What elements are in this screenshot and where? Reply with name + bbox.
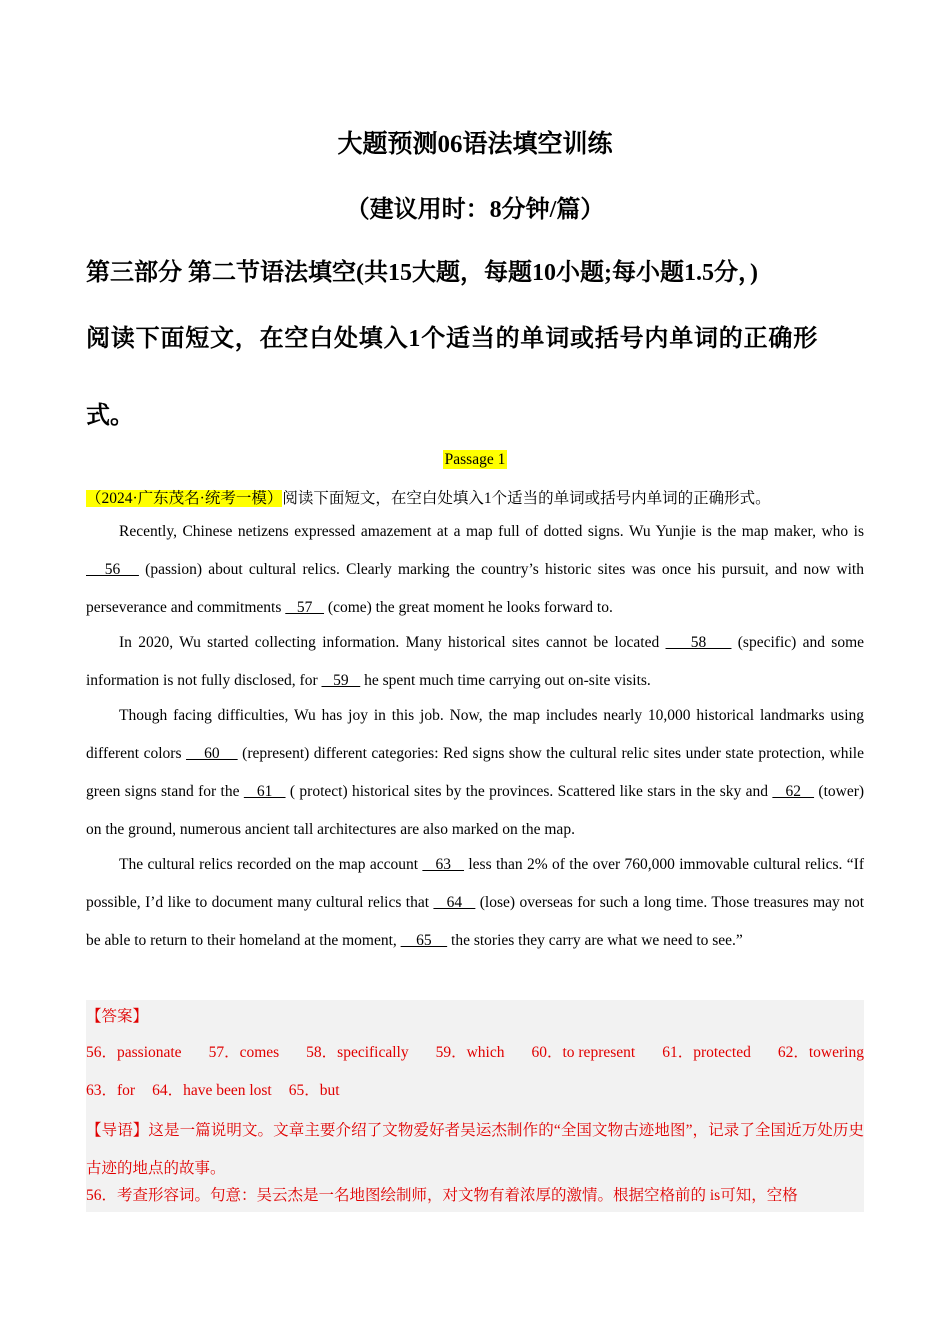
text-run: (come) the great moment he looks forward to. (324, 599, 613, 616)
source-tag: （2024·广东茂名·统考一模） (86, 490, 283, 507)
blank-59: 59 (321, 672, 361, 689)
answers-line-2 (86, 1078, 864, 1100)
blank-64: 64 (433, 894, 476, 911)
answer-59: 59．which (435, 1044, 505, 1061)
blank-62: 62 (772, 783, 815, 800)
passage-intro (86, 486, 886, 508)
blank-60: 60 (186, 745, 238, 762)
text-run: Though facing difficulties, Wu has joy in this job. Now, the map includes nearly 10,000 historical landmarks using different colors (86, 707, 864, 762)
answer-65: 65．but (288, 1082, 340, 1099)
explanation-56: 56．考查形容词。句意：吴云杰是一名地图绘制师，对文物有着浓厚的激情。根据空格前的 is可知，空格 (86, 1187, 798, 1204)
answer-57: 57．comes (208, 1044, 280, 1061)
text-run: (lose) overseas for such a long time. Those treasures may not be able to return to their homeland at the moment, (86, 894, 864, 949)
blank-57: 57 (285, 599, 325, 616)
text-run: ( protect) historical sites by the provinces. Scattered like stars in the sky and (285, 783, 773, 800)
instruction-line-2: 式。 (86, 403, 134, 429)
blank-61: 61 (243, 783, 286, 800)
answer-63: 63．for (86, 1082, 136, 1099)
text-run: The cultural relics recorded on the map account (119, 856, 423, 873)
answer-58: 58．specifically (306, 1044, 409, 1061)
answer-62: 62．towering (777, 1044, 864, 1061)
answers-line-1 (86, 1040, 864, 1062)
paragraph-3 (86, 697, 864, 849)
text-run: he spent much time carrying out on-site visits. (360, 672, 651, 689)
passage-label-text: Passage 1 (444, 451, 506, 468)
answer-label: 【答案】 (86, 1008, 149, 1025)
text-run: (represent) different categories: Red signs show the cultural relic sites under state protection, while green signs stand for the (86, 745, 864, 800)
page-title: 大题预测06语法填空训练 (337, 131, 613, 158)
blank-63: 63 (422, 856, 465, 873)
instruction-line-1: 阅读下面短文，在空白处填入1个适当的单词或括号内单词的正确形 (86, 326, 818, 352)
blank-58: 58 (665, 634, 732, 651)
answer-61: 61．protected (662, 1044, 751, 1061)
answer-64: 64．have been lost (152, 1082, 272, 1099)
answer-56: 56．passionate (86, 1044, 182, 1061)
text-run: less than 2% of the over 760,000 immovable cultural relics. “If possible, I’d like to document many cultural relics that (86, 856, 864, 911)
answer-guide: 【导语】这是一篇说明文。文章主要介绍了文物爱好者吴运杰制作的“全国文物古迹地图”，记录了全国近万处历史古迹的地点的故事。 (86, 1122, 864, 1177)
section-heading: 第三部分 第二节语法填空(共15大题，每题10小题;每小题1.5分，) (86, 260, 758, 286)
blank-65: 65 (400, 932, 448, 949)
source-instruction: 阅读下面短文，在空白处填入1个适当的单词或括号内单词的正确形式。 (282, 490, 771, 507)
text-run: In 2020, Wu started collecting information. Many historical sites cannot be located (119, 634, 666, 651)
text-run: the stories they carry are what we need to see.” (447, 932, 743, 949)
paragraph-2 (86, 624, 864, 700)
blank-56: 56 (86, 561, 139, 578)
answer-60: 60．to represent (531, 1044, 636, 1061)
page-subtitle: （建议用时：8分钟/篇） (345, 197, 605, 223)
text-run: (tower) on the ground, numerous ancient tall architectures are also marked on the map. (86, 783, 865, 838)
passage-label (0, 451, 950, 469)
paragraph-1 (86, 513, 864, 627)
text-run: (passion) about cultural relics. Clearly marking the country’s historic sites was once his pursuit, and now with perseverance and commitments (86, 561, 864, 616)
paragraph-4 (86, 846, 864, 960)
text-run: Recently, Chinese netizens expressed amazement at a map full of dotted signs. Wu Yunjie is the map maker, who is (119, 523, 864, 540)
text-run: (specific) and some information is not fully disclosed, for (86, 634, 865, 689)
